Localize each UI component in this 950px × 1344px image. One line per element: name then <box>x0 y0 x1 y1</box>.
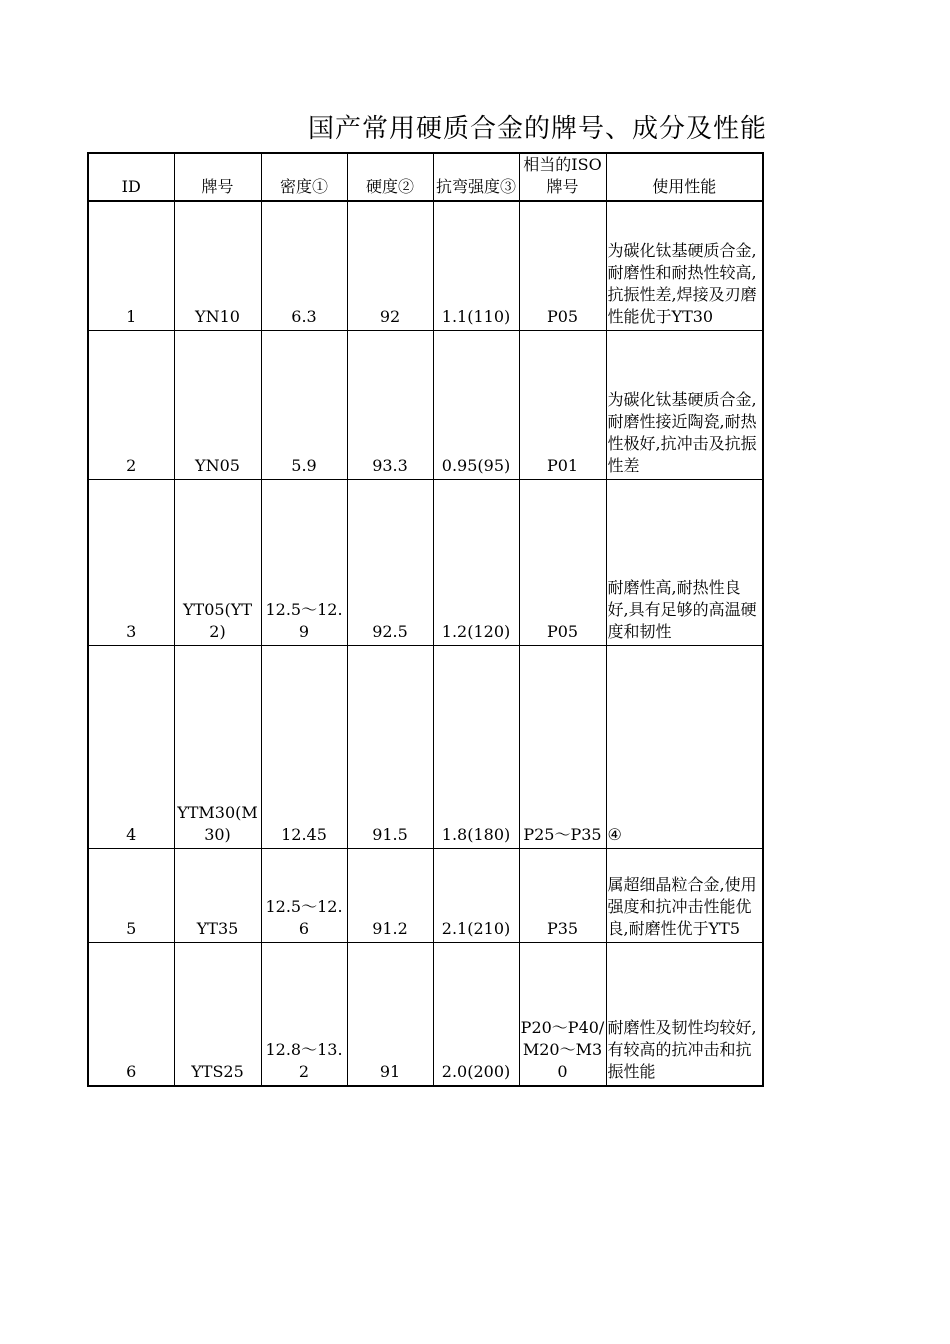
header-strength: 抗弯强度③ <box>433 153 519 201</box>
header-grade: 牌号 <box>174 153 261 201</box>
cell-strength: 1.2(120) <box>433 479 519 645</box>
header-iso: 相当的ISO牌号 <box>519 153 606 201</box>
cell-strength: 0.95(95) <box>433 330 519 479</box>
table-row <box>88 479 763 645</box>
header-density: 密度① <box>261 153 347 201</box>
cell-grade: YT05(YT2) <box>174 479 261 645</box>
cell-density: 12.5～12.6 <box>261 848 347 942</box>
cell-hardness: 91.5 <box>347 645 433 848</box>
cell-strength: 2.0(200) <box>433 942 519 1086</box>
header-hardness: 硬度② <box>347 153 433 201</box>
cell-usage: 耐磨性高,耐热性良好,具有足够的高温硬度和韧性 <box>606 479 763 645</box>
cell-hardness: 92.5 <box>347 479 433 645</box>
table-row <box>88 645 763 848</box>
table-row <box>88 201 763 330</box>
cell-usage: 为碳化钛基硬质合金,耐磨性和耐热性较高,抗振性差,焊接及刃磨性能优于YT30 <box>606 201 763 330</box>
header-id: ID <box>88 153 174 201</box>
table-row <box>88 330 763 479</box>
cell-grade: YT35 <box>174 848 261 942</box>
cell-hardness: 91 <box>347 942 433 1086</box>
cell-usage: 属超细晶粒合金,使用强度和抗冲击性能优良,耐磨性优于YT5 <box>606 848 763 942</box>
page-title: 国产常用硬质合金的牌号、成分及性能 <box>308 114 768 144</box>
cell-id: 1 <box>88 201 174 330</box>
cell-iso: P35 <box>519 848 606 942</box>
cell-density: 12.5～12.9 <box>261 479 347 645</box>
cell-hardness: 92 <box>347 201 433 330</box>
cell-hardness: 91.2 <box>347 848 433 942</box>
cell-iso: P25～P35 <box>519 645 606 848</box>
cell-strength: 1.1(110) <box>433 201 519 330</box>
cell-iso: P05 <box>519 479 606 645</box>
cell-usage: 为碳化钛基硬质合金,耐磨性接近陶瓷,耐热性极好,抗冲击及抗振性差 <box>606 330 763 479</box>
cell-id: 6 <box>88 942 174 1086</box>
cell-grade: YTS25 <box>174 942 261 1086</box>
header-usage: 使用性能 <box>606 153 763 201</box>
cell-strength: 2.1(210) <box>433 848 519 942</box>
cell-iso: P05 <box>519 201 606 330</box>
cell-strength: 1.8(180) <box>433 645 519 848</box>
cell-grade: YN05 <box>174 330 261 479</box>
alloy-table <box>87 152 764 1087</box>
cell-usage: 耐磨性及韧性均较好,有较高的抗冲击和抗振性能 <box>606 942 763 1086</box>
cell-id: 4 <box>88 645 174 848</box>
cell-iso: P20～P40/M20～M30 <box>519 942 606 1086</box>
cell-density: 5.9 <box>261 330 347 479</box>
cell-id: 3 <box>88 479 174 645</box>
header-row <box>88 153 763 201</box>
cell-usage: ④ <box>606 645 763 848</box>
cell-grade: YTM30(M30) <box>174 645 261 848</box>
cell-id: 2 <box>88 330 174 479</box>
cell-hardness: 93.3 <box>347 330 433 479</box>
cell-density: 12.8～13.2 <box>261 942 347 1086</box>
table-row <box>88 848 763 942</box>
cell-density: 12.45 <box>261 645 347 848</box>
cell-density: 6.3 <box>261 201 347 330</box>
cell-iso: P01 <box>519 330 606 479</box>
table-row <box>88 942 763 1086</box>
cell-id: 5 <box>88 848 174 942</box>
cell-grade: YN10 <box>174 201 261 330</box>
